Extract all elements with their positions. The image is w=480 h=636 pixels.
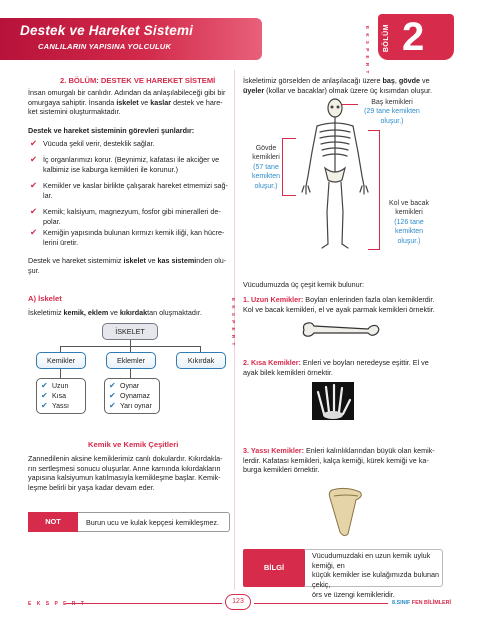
duty-1: Vücuda şekil verir, desteklik sağlar. [43,139,155,148]
system-paragraph: Destek ve hareket sistemimiz iskelet ve kas sisteminden olu- şur. [28,256,227,275]
page-number: 123 [225,594,251,610]
intro-line-1: İnsan omurgalı bir canlıdır. Adından da anlaşılabileceği gibi bir [28,88,226,97]
check-icon: ✔ [41,401,48,410]
iskelet-title: A) İskelet [28,294,62,303]
flat-bones-text: 3. Yassı Kemikler: Enleri kalınlıklarından büyük olan kemik- lerdir. Kafatası kemikleri, kalça kemiği, kürek kemiği ve ka- burga kemikleri örnektir. [243,446,435,475]
footer-line-left [66,603,222,604]
chapter-subtitle: CANLILARIN YAPISINA YOLCULUK [38,42,172,51]
iskelet-text: İskeletimiz kemik, eklem ve kıkırdaktan oluşmaktadır. [28,308,202,317]
tree-line [60,369,61,378]
bolum-label: BÖLÜM [383,24,390,53]
check-icon: ✔ [109,391,116,400]
kemik-type-uzun: Uzun [52,383,69,390]
short-bones-text: 2. Kısa Kemikler: Enleri ve boyları neredeyse eşittir. El ve ayak bilek kemikleri örnektir. [243,358,429,377]
trunk-bones-label: Gövde kemikleri (57 tane kemikten oluşur.) [251,145,280,190]
connector-limbs [368,130,380,250]
duty-3a: Kemikler ve kaslar birlikte çalışarak hareket etmemizi sağ- [43,181,228,190]
check-icon: ✔ [30,138,38,148]
section-title: 2. BÖLÜM: DESTEK VE HAREKET SİSTEMİ [60,76,216,85]
eklem-type-oynamaz: Oynamaz [120,393,150,400]
duty-5b: lerini üretir. [43,238,79,247]
duty-4b: polar. [43,217,61,226]
intro-line-3: ket sistemini oluşturmaktadır. [28,107,121,117]
eklem-type-yari-oynar: Yarı oynar [120,403,152,410]
duty-4a: Kemik; kalsiyum, magnezyum, fosfor gibi mineralleri de- [43,207,221,216]
footer-subject: 8.SINIF FEN BİLİMLERİ [392,600,452,606]
head-bones-label: Baş kemikleri (29 tane kemikten oluşur.) [364,99,420,125]
duty-2a: İç organlarımızı korur. (Beynimiz, kafatası ile akciğer ve [43,155,220,164]
footer-line-right [254,603,388,604]
tree-line [130,369,131,378]
kemik-type-yassi: Yassı [52,403,69,410]
eklem-type-oynar: Oynar [120,383,140,390]
tree-root-iskelet: İSKELET [102,323,158,340]
note-text: Burun ucu ve kulak kepçesi kemikleşmez. [86,518,220,527]
long-bone-image [300,318,382,340]
duties-title: Destek ve hareket sisteminin görevleri şunlardır: [28,126,195,135]
bone-types-intro: Vücudumuzda üç çeşit kemik bulunur: [243,280,365,289]
check-icon: ✔ [30,154,38,164]
duty-5a: Kemiğin yapısında bulunan kırmızı kemik iliği, kan hücre- [43,228,225,237]
info-text: Vücudumuzdaki en uzun kemik uyluk kemiği, en küçük kemikler ise kulağımızda bulunan çekiç, örs ve üzengi kemikleridir. [312,551,440,599]
side-brand: E K S P E R T [231,298,237,347]
check-icon: ✔ [30,206,38,216]
bolum-number: 2 [402,15,425,59]
check-icon: ✔ [30,180,38,190]
check-icon: ✔ [30,227,38,237]
check-icon: ✔ [41,391,48,400]
footer-brand: E K S P E R T [28,601,86,607]
info-tag: BİLGİ [243,549,305,587]
check-icon: ✔ [109,401,116,410]
long-bones-text: 1. Uzun Kemikler: Boyları enlerinden fazla olan kemiklerdir. Kol ve bacak kemikleri, el ve ayak parmak kemikleri örnektir. [243,295,435,314]
scapula-image [326,486,366,538]
chapter-title: Destek ve Hareket Sistemi [20,23,194,38]
check-icon: ✔ [109,381,116,390]
limb-bones-label: Kol ve bacak kemikleri (126 tane kemikten oluşur.) [388,200,430,245]
brand-vertical: E K S P E R T [365,26,371,75]
duty-2b: kalbimiz ise kaburga kemikleri ile korunur.) [43,165,179,174]
kemik-paragraph: Zannedilenin aksine kemiklerimiz canlı dokulardır. Kıkırdakla- rın sertleşmesi sonucu oluşurlar. Anne karnında kıkırdakların yapısına kalsiyumun katılmasıyla kemikleşme başlar. Kemik- leşme belirli bir yaşa kadar devam eder. [28,454,223,493]
tree-node-kemikler: Kemikler [36,352,86,369]
check-icon: ✔ [41,381,48,390]
kemik-title: Kemik ve Kemik Çeşitleri [88,440,179,449]
intro-paragraph [28,88,228,117]
skeleton-intro: İskeletimiz görselden de anlaşılacağı üzere baş, gövde ve üyeler (kollar ve bacaklar) olmak üzere üç kısımdan oluşur. [243,76,432,95]
note-tag: NOT [28,512,78,532]
tree-node-kikirdak: Kıkırdak [176,352,226,369]
intro-line-2: omurgaya sahiptir. İnsanda iskelet ve kaslar destek ve hare- [28,97,223,107]
duty-3b: lar. [43,191,53,200]
kemik-type-kisa: Kısa [52,393,67,400]
hand-bones-image [312,382,354,420]
tree-node-eklemler: Eklemler [106,352,156,369]
